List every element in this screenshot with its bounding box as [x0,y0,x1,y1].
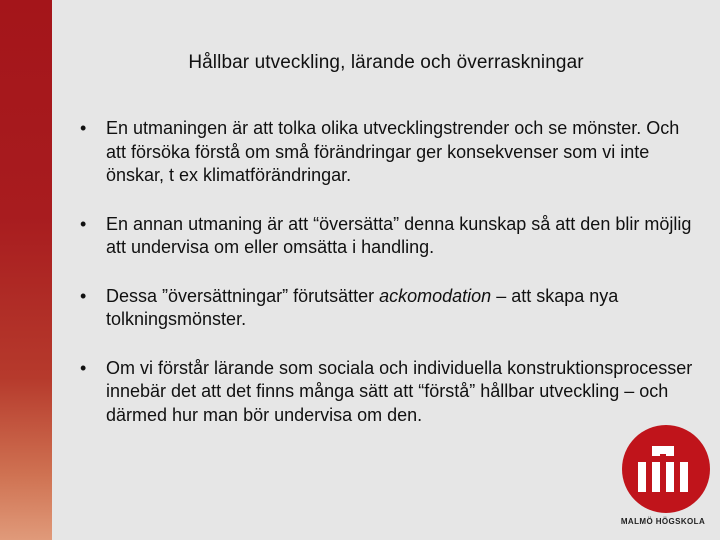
bullet-item-3 [78,285,698,332]
slide-title: Hållbar utveckling, lärande och överraskningar [188,52,584,73]
bullet-item-4 [78,357,698,428]
brand-name: MALMÖ HÖGSKOLA [620,517,706,526]
bullet-text-after: – att skapa nya tolkningsmönster. [106,285,619,329]
bullet-text-italic-term: ackomodation [379,285,492,306]
bullet-text: En utmaningen är att tolka olika utvecklingstrender och se mönster. Och att försöka förstå om små förändringar ger konsekvenser som vi inte önskar, t ex klimatförändringar. [106,118,680,185]
bullet-marker: • [80,118,87,138]
side-accent-bar [0,0,52,540]
bullet-marker: • [80,357,87,378]
bullet-item-2 [78,213,698,260]
bullet-list [78,117,698,452]
bullet-text: En annan utmaning är att “översätta” denna kunskap så att den blir möjlig att undervisa om eller omsätta i handling. [106,213,692,257]
malmo-hogskola-logo-icon [616,422,716,532]
bullet-text-before: Dessa ”översättningar” förutsätter [106,285,380,306]
bullet-text: Om vi förstår lärande som sociala och individuella konstruktionsprocesser innebär det att det finns många sätt att “förstå” hållbar utveckling – och därmed hur man bör undervisa om den. [106,357,693,425]
bullet-item-1 [78,117,698,188]
bullet-marker: • [80,213,87,234]
bullet-marker: • [80,285,87,306]
